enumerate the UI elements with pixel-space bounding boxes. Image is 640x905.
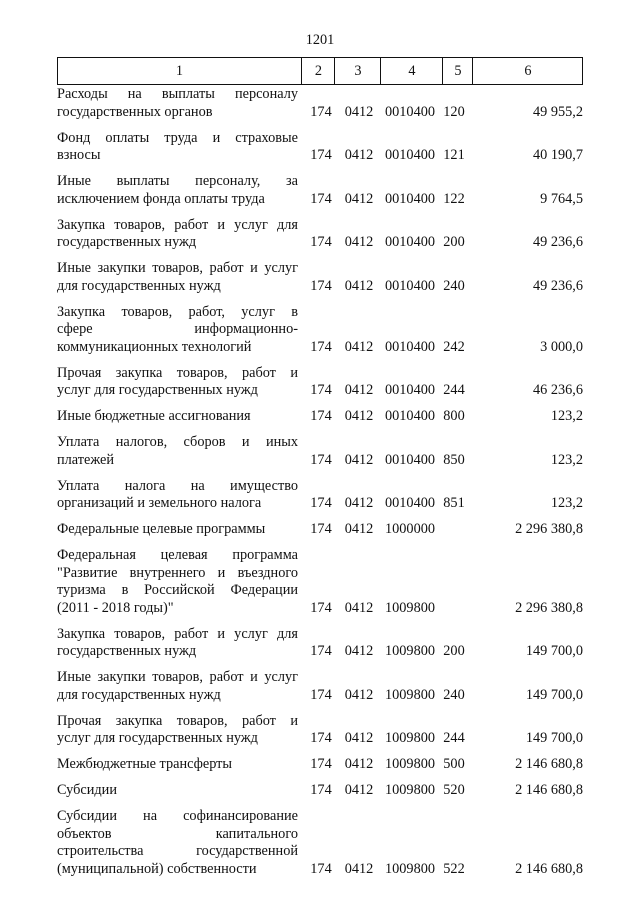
header-col-3: 3 <box>334 58 381 84</box>
row-amount: 49 236,6 <box>532 277 583 294</box>
table-row <box>0 260 640 295</box>
table-body <box>0 86 640 887</box>
description-line: услуг для государственных нужд <box>57 730 258 746</box>
description-line: туризма в Российской Федерации <box>57 582 298 598</box>
row-description <box>57 713 298 748</box>
description-line: (муниципальной) собственности <box>57 860 257 877</box>
table-row <box>0 713 640 748</box>
table-row <box>0 782 640 800</box>
table-row <box>0 808 640 878</box>
row-amount: 46 236,6 <box>532 382 583 398</box>
table-row <box>0 304 640 357</box>
row-section-code: 0412 <box>344 599 374 616</box>
table-row <box>0 173 640 208</box>
row-target-code: 0010400 <box>384 408 436 424</box>
page-number: 1201 <box>305 32 335 48</box>
row-description <box>57 626 298 661</box>
description-line: Иные выплаты персоналу, за <box>57 173 298 189</box>
row-expense-type: 122 <box>443 190 465 207</box>
row-ved-code: 174 <box>310 686 332 703</box>
row-ved-code: 174 <box>310 382 332 398</box>
row-target-code: 0010400 <box>384 451 436 468</box>
row-description <box>57 478 298 513</box>
row-ved-code: 174 <box>310 521 332 537</box>
description-line: Иные закупки товаров, работ и услуг <box>57 669 298 685</box>
row-ved-code: 174 <box>310 338 332 355</box>
description-line: услуг для государственных нужд <box>57 382 258 398</box>
row-target-code: 0010400 <box>384 277 436 294</box>
row-description <box>57 173 298 208</box>
description-line: Субсидии <box>57 782 117 798</box>
description-line: для государственных нужд <box>57 686 221 703</box>
description-line: Фонд оплаты труда и страховые <box>57 129 298 146</box>
description-line: платежей <box>57 451 115 468</box>
description-line: сфере информационно- <box>57 321 298 337</box>
row-ved-code: 174 <box>310 495 332 511</box>
row-section-code: 0412 <box>344 495 374 511</box>
row-ved-code: 174 <box>310 277 332 294</box>
row-section-code: 0412 <box>344 103 374 120</box>
description-line: Закупка товаров, работ, услуг в <box>57 303 298 320</box>
row-amount: 9 764,5 <box>540 190 583 207</box>
row-expense-type: 244 <box>443 382 465 398</box>
row-target-code: 1009800 <box>384 643 436 659</box>
row-amount: 149 700,0 <box>525 643 583 659</box>
description-line: государственных нужд <box>57 643 197 659</box>
row-description <box>57 408 298 426</box>
row-section-code: 0412 <box>344 643 374 659</box>
description-line: Иные закупки товаров, работ и услуг <box>57 260 298 276</box>
table-row <box>0 217 640 252</box>
row-section-code: 0412 <box>344 521 374 537</box>
header-col-1: 1 <box>175 63 184 79</box>
table-row <box>0 626 640 661</box>
row-amount: 2 146 680,8 <box>515 756 583 772</box>
description-line: "Развитие внутреннего и въездного <box>57 564 298 581</box>
row-amount: 123,2 <box>550 408 583 424</box>
table-row <box>0 756 640 774</box>
row-target-code: 1009800 <box>384 782 436 798</box>
row-amount: 49 236,6 <box>532 234 583 250</box>
row-target-code: 0010400 <box>384 147 436 163</box>
row-ved-code: 174 <box>310 451 332 468</box>
row-ved-code: 174 <box>310 756 332 772</box>
description-line: (2011 - 2018 годы)" <box>57 599 174 616</box>
row-ved-code: 174 <box>310 234 332 250</box>
row-amount: 2 296 380,8 <box>515 599 583 616</box>
row-expense-type: 200 <box>443 234 465 250</box>
row-amount: 2 146 680,8 <box>515 782 583 798</box>
row-ved-code: 174 <box>310 147 332 163</box>
row-description <box>57 434 298 469</box>
row-description <box>57 808 298 878</box>
row-amount: 3 000,0 <box>540 338 583 355</box>
row-ved-code: 174 <box>310 599 332 616</box>
row-amount: 123,2 <box>550 495 583 511</box>
row-amount: 123,2 <box>550 451 583 468</box>
table-row <box>0 130 640 165</box>
row-expense-type: 500 <box>443 756 465 772</box>
row-target-code: 0010400 <box>384 338 436 355</box>
description-line: объектов капитального <box>57 825 298 842</box>
description-line: строительства государственной <box>57 843 298 859</box>
row-target-code: 1009800 <box>384 756 436 772</box>
row-amount: 149 700,0 <box>525 730 583 746</box>
row-section-code: 0412 <box>344 147 374 163</box>
row-description <box>57 86 298 121</box>
row-ved-code: 174 <box>310 190 332 207</box>
table-row <box>0 434 640 469</box>
description-line: коммуникационных технологий <box>57 338 252 355</box>
table-row <box>0 478 640 513</box>
description-line: Субсидии на софинансирование <box>57 808 298 824</box>
table-row <box>0 521 640 539</box>
description-line: исключением фонда оплаты труда <box>57 190 265 207</box>
row-amount: 2 146 680,8 <box>515 860 583 877</box>
row-target-code: 1009800 <box>384 860 436 877</box>
row-description <box>57 782 298 800</box>
row-expense-type: 244 <box>443 730 465 746</box>
row-target-code: 0010400 <box>384 382 436 398</box>
row-target-code: 0010400 <box>384 103 436 120</box>
row-expense-type: 240 <box>443 277 465 294</box>
description-line: Федеральная целевая программа <box>57 547 298 563</box>
row-description <box>57 304 298 357</box>
row-expense-type: 120 <box>443 103 465 120</box>
row-description <box>57 217 298 252</box>
header-col-2: 2 <box>301 58 335 84</box>
row-target-code: 1009800 <box>384 686 436 703</box>
row-ved-code: 174 <box>310 103 332 120</box>
row-ved-code: 174 <box>310 730 332 746</box>
table-row <box>0 669 640 704</box>
row-expense-type: 522 <box>443 860 465 877</box>
row-section-code: 0412 <box>344 382 374 398</box>
row-section-code: 0412 <box>344 277 374 294</box>
row-section-code: 0412 <box>344 686 374 703</box>
row-section-code: 0412 <box>344 234 374 250</box>
row-expense-type: 200 <box>443 643 465 659</box>
description-line: Иные бюджетные ассигнования <box>57 408 251 424</box>
row-description <box>57 547 298 617</box>
row-amount: 149 700,0 <box>525 686 583 703</box>
description-line: Уплата налогов, сборов и иных <box>57 434 298 450</box>
row-expense-type: 240 <box>443 686 465 703</box>
description-line: Уплата налога на имущество <box>57 477 298 494</box>
row-section-code: 0412 <box>344 408 374 424</box>
row-amount: 40 190,7 <box>532 147 583 163</box>
description-line: взносы <box>57 147 101 163</box>
row-ved-code: 174 <box>310 408 332 424</box>
row-ved-code: 174 <box>310 643 332 659</box>
table-row <box>0 408 640 426</box>
description-line: организаций и земельного налога <box>57 495 262 511</box>
row-description <box>57 130 298 165</box>
description-line: Прочая закупка товаров, работ и <box>57 712 298 729</box>
row-section-code: 0412 <box>344 730 374 746</box>
row-target-code: 0010400 <box>384 234 436 250</box>
row-section-code: 0412 <box>344 451 374 468</box>
header-col-4: 4 <box>380 58 443 84</box>
row-expense-type: 520 <box>443 782 465 798</box>
row-target-code: 0010400 <box>384 190 436 207</box>
description-line: государственных органов <box>57 103 213 120</box>
description-line: Федеральные целевые программы <box>57 521 266 537</box>
description-line: Закупка товаров, работ и услуг для <box>57 216 298 233</box>
table-row <box>0 365 640 400</box>
row-description <box>57 365 298 400</box>
row-target-code: 1000000 <box>384 521 436 537</box>
description-line: Закупка товаров, работ и услуг для <box>57 625 298 642</box>
row-expense-type: 850 <box>443 451 465 468</box>
row-target-code: 0010400 <box>384 495 436 511</box>
table-row <box>0 86 640 121</box>
row-target-code: 1009800 <box>384 599 436 616</box>
header-col-6: 6 <box>472 58 583 84</box>
row-description <box>57 521 298 539</box>
table-row <box>0 547 640 617</box>
row-description <box>57 756 298 774</box>
row-expense-type: 121 <box>443 147 465 163</box>
description-line: Межбюджетные трансферты <box>57 756 233 772</box>
row-section-code: 0412 <box>344 860 374 877</box>
row-section-code: 0412 <box>344 756 374 772</box>
row-section-code: 0412 <box>344 338 374 355</box>
description-line: государственных нужд <box>57 234 197 250</box>
row-target-code: 1009800 <box>384 730 436 746</box>
description-line: для государственных нужд <box>57 277 221 294</box>
row-section-code: 0412 <box>344 190 374 207</box>
row-description <box>57 260 298 295</box>
row-ved-code: 174 <box>310 860 332 877</box>
row-description <box>57 669 298 704</box>
row-expense-type: 800 <box>443 408 465 424</box>
description-line: Расходы на выплаты персоналу <box>57 86 298 102</box>
row-amount: 49 955,2 <box>532 103 583 120</box>
header-col-5: 5 <box>442 58 473 84</box>
row-expense-type: 851 <box>443 495 465 511</box>
row-expense-type: 242 <box>443 338 465 355</box>
row-amount: 2 296 380,8 <box>515 521 583 537</box>
row-ved-code: 174 <box>310 782 332 798</box>
row-section-code: 0412 <box>344 782 374 798</box>
table-header <box>57 57 583 85</box>
description-line: Прочая закупка товаров, работ и <box>57 364 298 381</box>
